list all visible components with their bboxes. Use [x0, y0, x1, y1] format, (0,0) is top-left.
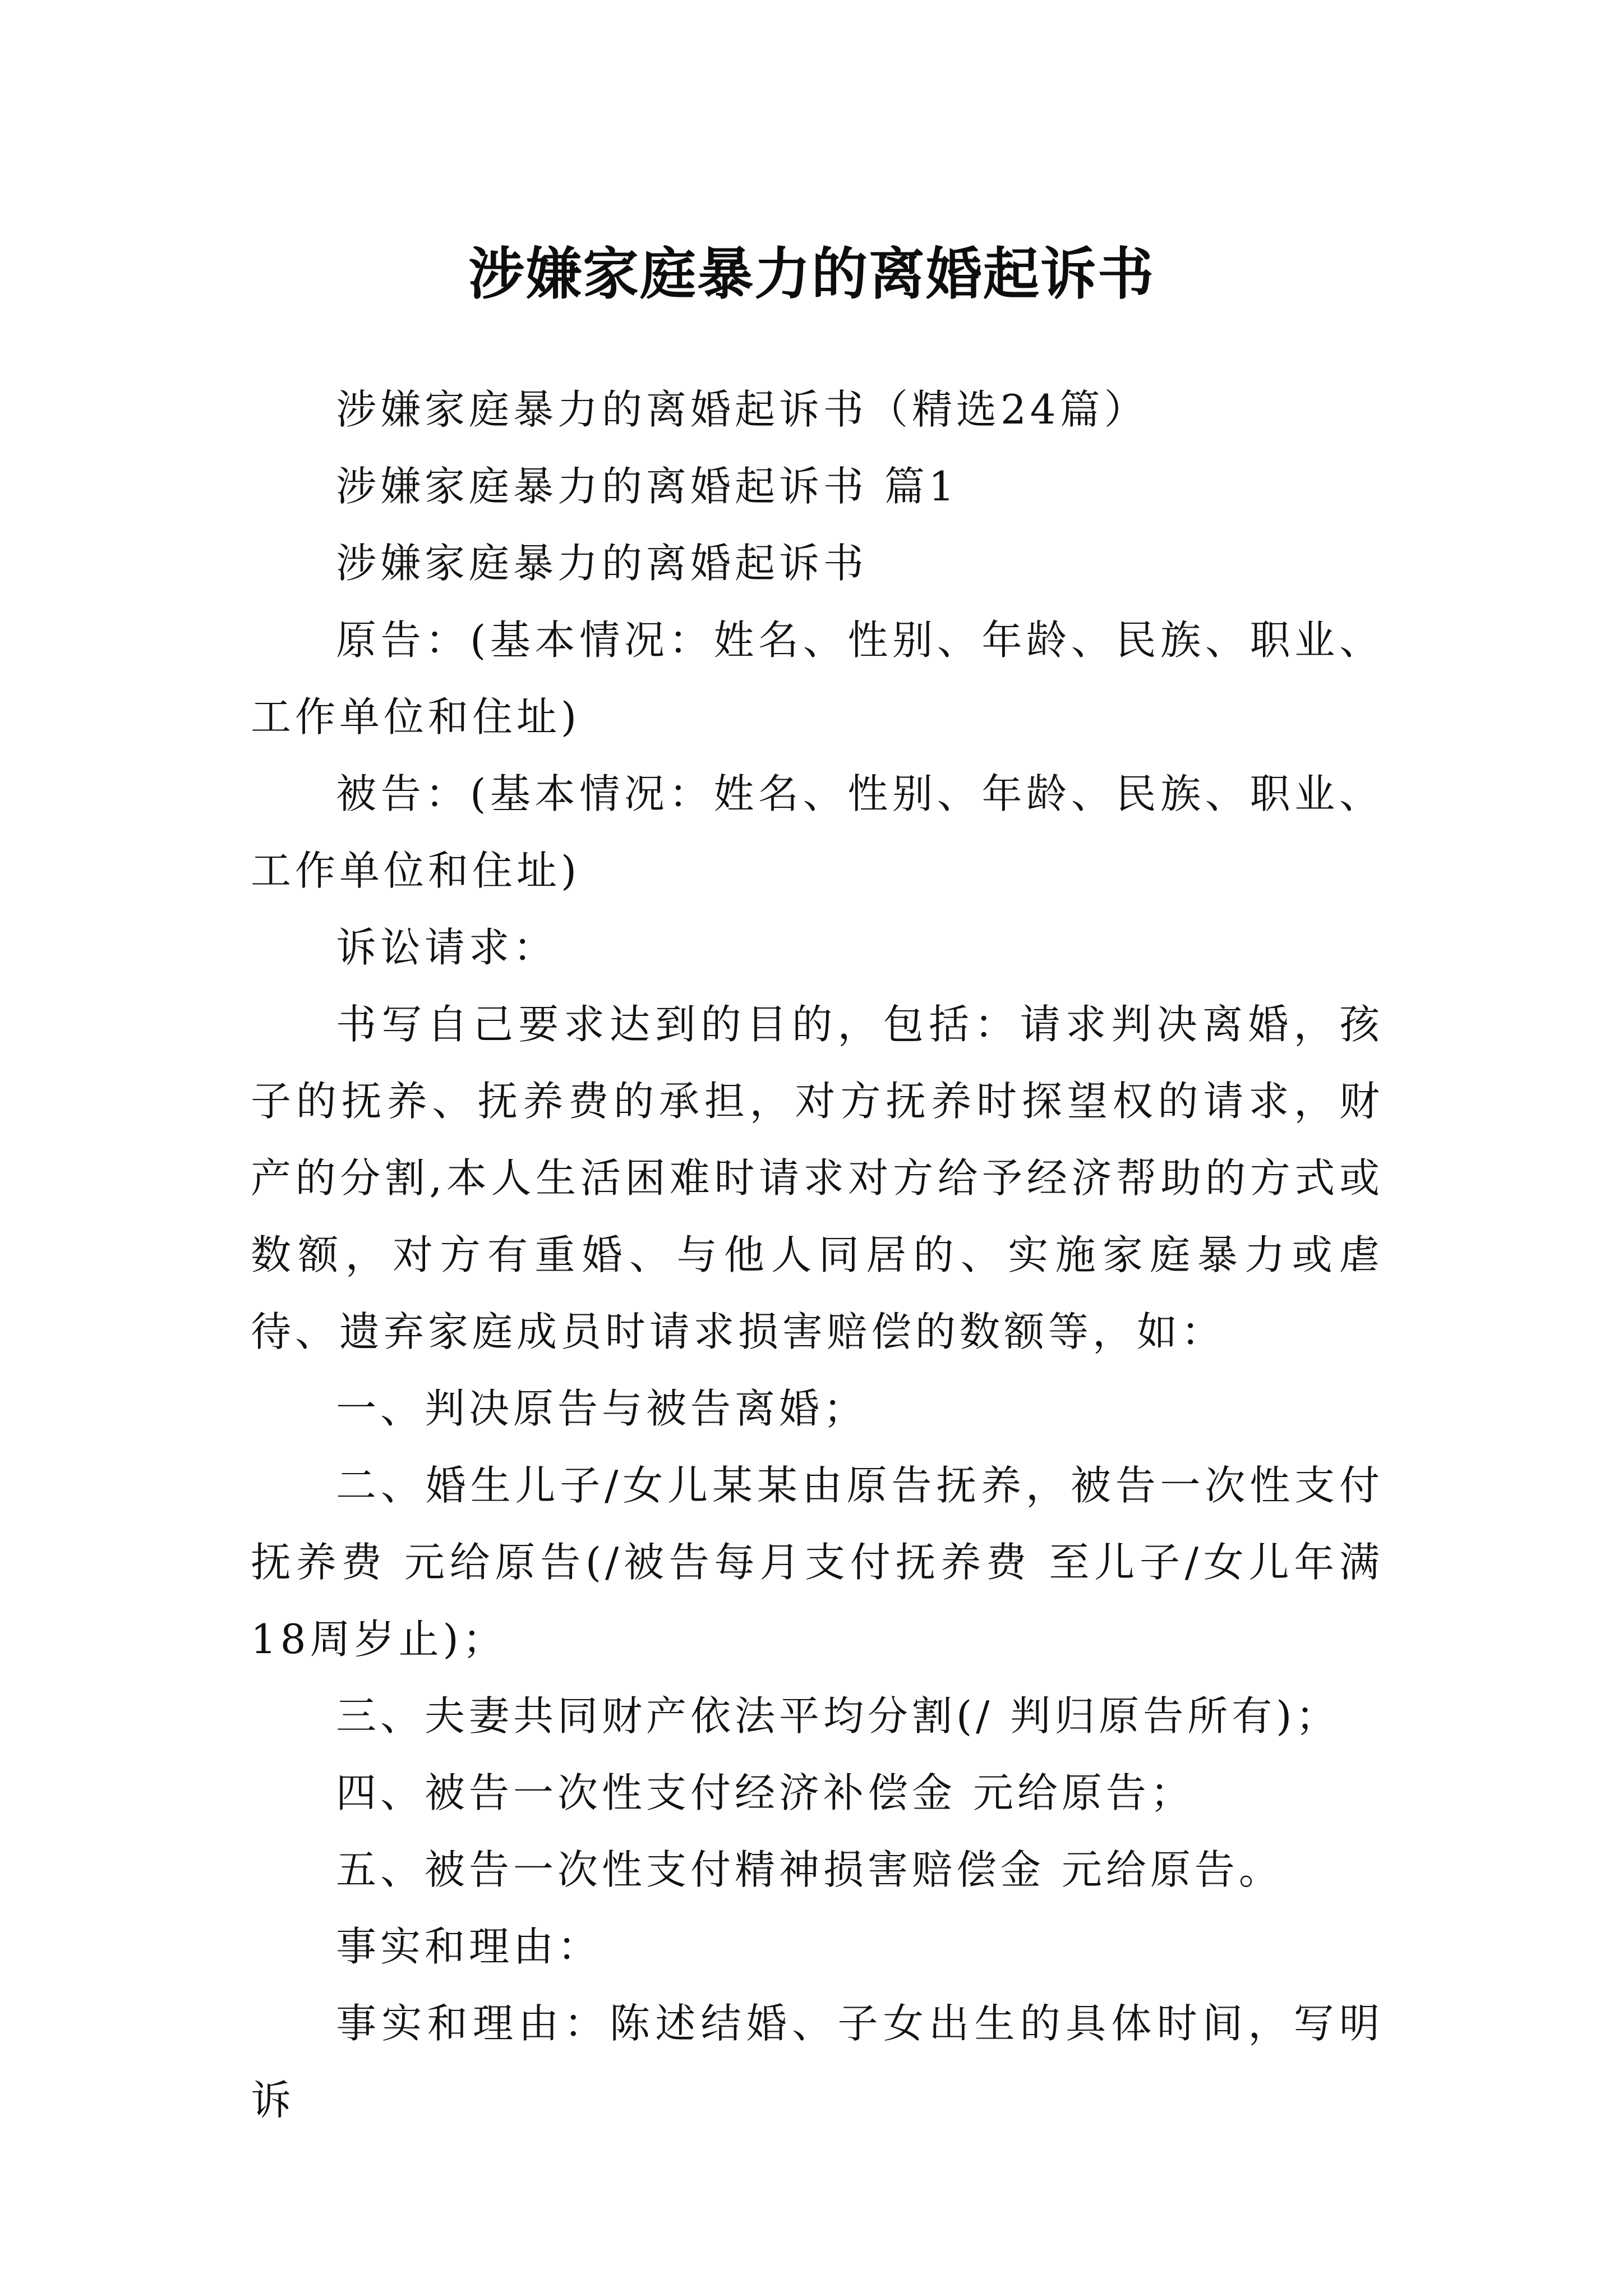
paragraph-claim-5: 五、被告一次性支付精神损害赔偿金 元给原告。 [336, 1846, 1283, 1893]
paragraph-claim-4: 四、被告一次性支付经济补偿金 元给原告； [336, 1769, 1195, 1816]
paragraph-document-name: 涉嫌家庭暴力的离婚起诉书 [336, 540, 868, 587]
paragraph-claim-2: 二、婚生儿子/女儿某某由原告抚养，被告一次性支付抚养费 元给原告(/被告每月支付抚养费 至儿子/女儿年满18周岁止)； [251, 1462, 1384, 1663]
paragraph-claim-1: 一、判决原告与被告离婚； [336, 1385, 868, 1432]
paragraph-section-heading: 涉嫌家庭暴力的离婚起诉书 篇1 [336, 463, 958, 510]
paragraph-defendant: 被告：(基本情况：姓名、性别、年龄、民族、职业、工作单位和住址) [251, 770, 1384, 894]
paragraph-facts-heading: 事实和理由： [336, 1923, 602, 1970]
paragraph-claims-description: 书写自己要求达到的目的，包括：请求判决离婚，孩子的抚养、抚养费的承担，对方抚养时探望权的请求，财产的分割,本人生活困难时请求对方给予经济帮助的方式或数额，对方有重婚、与他人同居的、实施家庭暴力或虐待、遗弃家庭成员时请求损害赔偿的数额等，如： [251, 1001, 1384, 1355]
paragraph-plaintiff: 原告：(基本情况：姓名、性别、年龄、民族、职业、工作单位和住址) [251, 616, 1384, 740]
document-title: 涉嫌家庭暴力的离婚起诉书 [468, 241, 1155, 307]
document-body [251, 371, 1384, 2139]
paragraph-claim-3: 三、夫妻共同财产依法平均分割(/ 判归原告所有)； [336, 1692, 1340, 1740]
paragraph-facts-text: 事实和理由：陈述结婚、子女出生的具体时间，写明诉 [251, 2000, 1384, 2124]
paragraph-collection-title: 涉嫌家庭暴力的离婚起诉书（精选24篇） [336, 386, 1149, 433]
paragraph-claims-heading: 诉讼请求： [336, 924, 558, 971]
